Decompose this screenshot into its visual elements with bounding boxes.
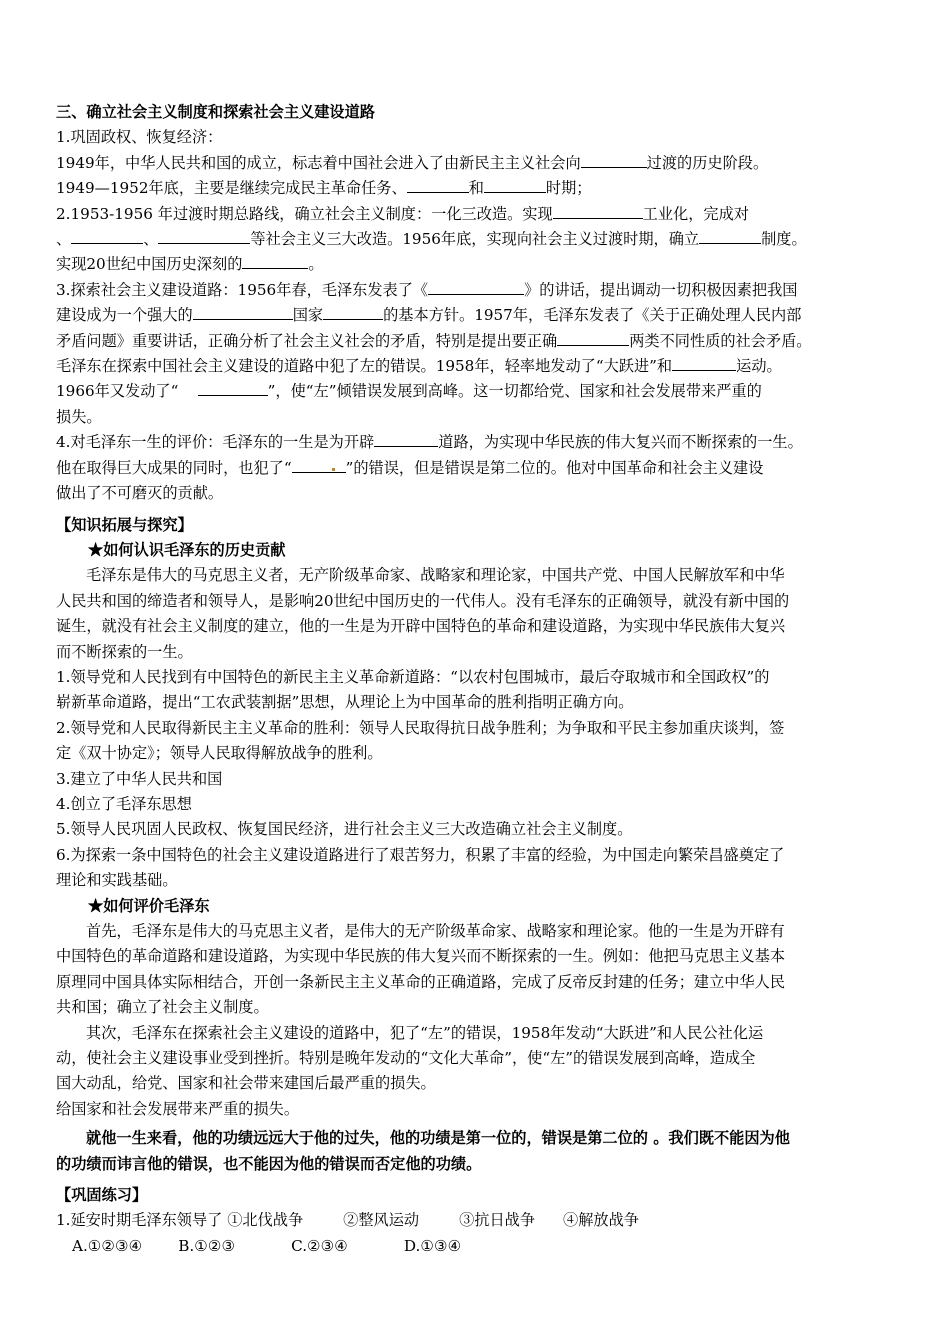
- contribution-6-line: 6.为探索一条中国特色的社会主义建设道路进行了艰苦努力，积累了丰富的经验，为中国走向繁荣昌盛奠定了: [56, 845, 785, 864]
- paragraph-line: 毛泽东是伟大的马克思主义者，无产阶级革命家、战略家和理论家，中国共产党、中国人民解放军和中华: [86, 566, 785, 585]
- fill-blank[interactable]: [428, 279, 524, 295]
- fill-blank[interactable]: [374, 431, 438, 447]
- subheading-evaluation: ★如何评价毛泽东: [88, 896, 210, 915]
- item-1-line-1: 1949年，中华人民共和国的成立，标志着中国社会进入了由新民主主义社会向 过渡的历史阶段。: [56, 153, 769, 172]
- contribution-2-line: 2.领导党和人民取得新民主主义革命的胜利：领导人民取得抗日战争胜利；为争取和平民主参加重庆谈判，签: [56, 718, 785, 737]
- paragraph-line: 人民共和国的缔造者和领导人，是影响20世纪中国历史的一代伟人。没有毛泽东的正确领导，就没有新中国的: [56, 591, 790, 610]
- extension-heading: 【知识拓展与探究】: [56, 515, 193, 534]
- paragraph-line: 给国家和社会发展带来严重的损失。: [56, 1099, 299, 1118]
- fill-blank[interactable]: [71, 228, 143, 244]
- conclusion-line: 的功绩而讳言他的错误，也不能因为他的错误而否定他的功绩。: [56, 1154, 482, 1173]
- fill-blank[interactable]: [699, 228, 761, 244]
- paragraph-line: 其次，毛泽东在探索社会主义建设的道路中，犯了“左”的错误，1958年发动“大跃进”和人民公社化运: [86, 1023, 764, 1042]
- contribution-2-line: 定《双十协定》；领导人民取得解放战争的胜利。: [56, 744, 383, 763]
- item-4-line-2: 他在取得巨大成果的同时，也犯了“ ”的错误，但是错误是第二位的。他对中国革命和社会主义建设: [56, 458, 764, 477]
- item-4-line-3: 做出了不可磨灭的贡献。: [56, 484, 224, 503]
- item-3-line-1: 3.探索社会主义建设道路：1956年春，毛泽东发表了《 》的讲话，提出调动一切积极因素把我国: [56, 280, 798, 299]
- item-3-line-4: 毛泽东在探索中国社会主义建设的道路中犯了左的错误。1958年，轻率地发动了“大跃进”和 运动。: [56, 357, 782, 376]
- item-3-line-6: 损失。: [56, 407, 102, 426]
- choice-a[interactable]: A.①②③④: [72, 1236, 143, 1255]
- item-1-title: 1.巩固政权、恢复经济：: [56, 128, 223, 147]
- choice-c[interactable]: C.②③④: [291, 1236, 348, 1255]
- fill-blank[interactable]: [198, 380, 268, 396]
- item-3-line-3: 矛盾问题》重要讲话，正确分析了社会主义社会的矛盾，特别是提出要正确 两类不同性质的社会矛盾。: [56, 331, 812, 350]
- contribution-1-line: 崭新革命道路，提出“工农武装割据”思想，从理论上为中国革命的胜利指明正确方向。: [56, 693, 634, 712]
- fill-blank[interactable]: [581, 152, 647, 168]
- item-3-line-2: 建设成为一个强大的 国家 的基本方针。1957年，毛泽东发表了《关于正确处理人民内部: [56, 306, 802, 325]
- paragraph-line: 国大动乱，给党、国家和社会带来建国后最严重的损失。: [56, 1074, 436, 1093]
- paragraph-line: 诞生，就没有社会主义制度的建立，他的一生是为开辟中国特色的革命和建设道路，为实现中华民族伟大复兴: [56, 617, 785, 636]
- document-page: [56, 100, 896, 1259]
- item-4-line-1: 4.对毛泽东一生的评价：毛泽东的一生是为开辟 道路，为实现中华民族的伟大复兴而不断探索的一生。: [56, 433, 803, 452]
- dot-mark: [332, 468, 335, 471]
- fill-blank[interactable]: [292, 457, 346, 473]
- choice-d[interactable]: D.①③④: [403, 1236, 462, 1255]
- paragraph-line: 中国特色的革命道路和建设道路，为实现中华民族的伟大复兴而不断探索的一生。例如：他把马克思主义基本: [56, 947, 785, 966]
- fill-blank[interactable]: [323, 304, 383, 320]
- question-1: 1.延安时期毛泽东领导了 ①北伐战争 ②整风运动 ③抗日战争 ④解放战争: [56, 1211, 639, 1230]
- fill-blank[interactable]: [553, 203, 643, 219]
- choice-b[interactable]: B.①②③: [178, 1236, 236, 1255]
- contribution-6-line: 理论和实践基础。: [56, 871, 178, 890]
- fill-blank[interactable]: [407, 177, 469, 193]
- item-2-line-1: 2.1953-1956 年过渡时期总路线，确立社会主义制度：一化三改造。实现 工业化，完成对: [56, 204, 749, 223]
- practice-heading: 【巩固练习】: [56, 1186, 148, 1205]
- contribution-1-line: 1.领导党和人民找到有中国特色的新民主主义革命新道路：“以农村包围城市，最后夺取城市和全国政权”的: [56, 667, 770, 686]
- item-2-line-3: 实现20世纪中国历史深刻的 。: [56, 255, 324, 274]
- conclusion-line: 就他一生来看，他的功绩远远大于他的过失，他的功绩是第一位的，错误是第二位的 。我们既不能因为他: [86, 1129, 790, 1148]
- subheading-contribution: ★如何认识毛泽东的历史贡献: [88, 540, 286, 559]
- fill-blank[interactable]: [193, 304, 293, 320]
- item-2-line-2: 、 、 等社会主义三大改造。1956年底，实现向社会主义过渡时期，确立 制度。: [56, 230, 807, 249]
- fill-blank[interactable]: [672, 355, 736, 371]
- item-3-line-5: 1966年又发动了“ ”，使“左”倾错误发展到高峰。这一切都给党、国家和社会发展带来严重的: [56, 382, 762, 401]
- paragraph-line: 首先，毛泽东是伟大的马克思主义者，是伟大的无产阶级革命家、战略家和理论家。他的一生是为开辟有: [86, 922, 785, 940]
- paragraph-line: 共和国；确立了社会主义制度。: [56, 998, 269, 1017]
- contribution-4: 4.创立了毛泽东思想: [56, 794, 192, 813]
- paragraph-line: 原理同中国具体实际相结合，开创一条新民主主义革命的正确道路，完成了反帝反封建的任务；建立中华人民: [56, 972, 785, 991]
- fill-blank[interactable]: [557, 330, 629, 346]
- fill-blank[interactable]: [484, 177, 546, 193]
- item-1-line-2: 1949—1952年底，主要是继续完成民主革命任务、 和 时期；: [56, 179, 592, 198]
- fill-blank[interactable]: [158, 228, 250, 244]
- question-1-choices: [56, 1234, 896, 1259]
- contribution-3: 3.建立了中华人民共和国: [56, 769, 223, 788]
- contribution-5: 5.领导人民巩固人民政权、恢复国民经济，进行社会主义三大改造确立社会主义制度。: [56, 820, 633, 839]
- fill-blank[interactable]: [242, 253, 308, 269]
- section-title: 三、确立社会主义制度和探索社会主义建设道路: [56, 103, 375, 121]
- paragraph-line: 而不断探索的一生。: [56, 642, 193, 661]
- paragraph-line: 动，使社会主义建设事业受到挫折。特别是晚年发动的“文化大革命”，使“左”的错误发展到高峰，造成全: [56, 1049, 756, 1068]
